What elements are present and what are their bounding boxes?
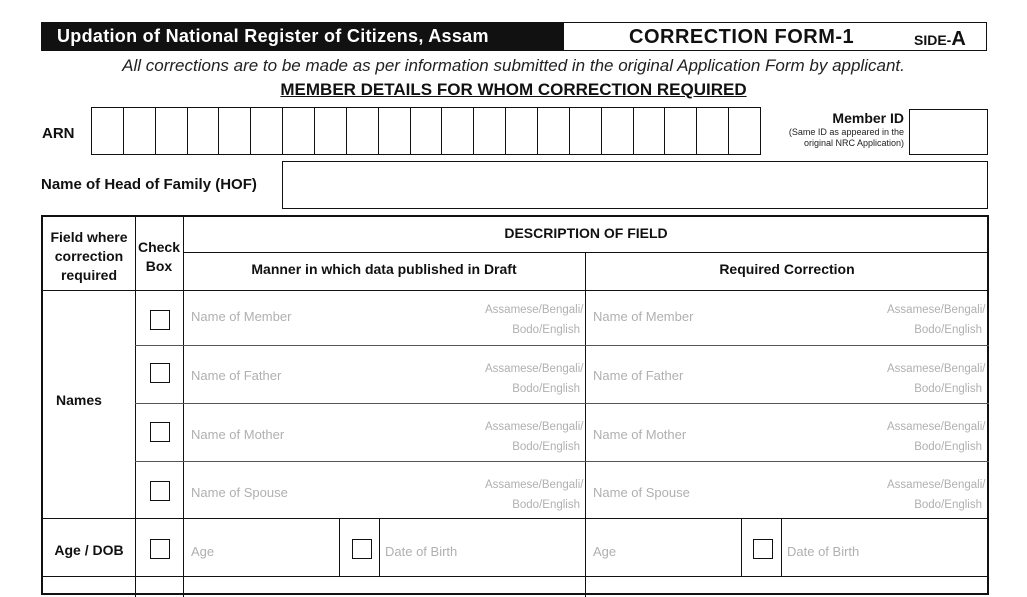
member-id-note-line1: (Same ID as appeared in the (788, 127, 904, 137)
correction-form-title: CORRECTION FORM-1 (629, 26, 855, 48)
corrected-father-name-field[interactable]: Name of Father (593, 368, 684, 383)
side-label (914, 24, 966, 55)
arn-digit-cell[interactable] (92, 108, 124, 154)
draft-header: Manner in which data published in Draft (251, 261, 517, 277)
arn-digit-cell[interactable] (251, 108, 283, 154)
hof-name-field[interactable] (282, 161, 988, 209)
arn-digit-cell[interactable] (474, 108, 506, 154)
corrected-mother-language-hint (887, 417, 986, 457)
field-column-header (43, 228, 135, 285)
lang-line1: Assamese/Bengali/ (887, 479, 986, 491)
lang-line1: Assamese/Bengali/ (887, 363, 986, 375)
mother-name-checkbox[interactable] (150, 422, 170, 442)
check-header-line2: Box (145, 258, 173, 274)
father-name-checkbox[interactable] (150, 363, 170, 383)
arn-digit-cell[interactable] (634, 108, 666, 154)
arn-digit-cell[interactable] (442, 108, 474, 154)
draft-dob-divider (379, 518, 380, 576)
member-id-field[interactable] (909, 109, 988, 155)
spouse-name-checkbox[interactable] (150, 481, 170, 501)
row-divider-3 (135, 461, 989, 462)
lang-line2: Bodo/English (512, 324, 580, 336)
arn-digit-cell[interactable] (283, 108, 315, 154)
row-divider-desc (183, 252, 989, 253)
field-header-line2: correction (54, 248, 124, 264)
row-divider-1 (135, 345, 989, 346)
member-id-note-line2: original NRC Application) (803, 138, 904, 148)
arn-digit-cell[interactable] (188, 108, 220, 154)
side-prefix: SIDE- (914, 32, 952, 48)
member-name-checkbox[interactable] (150, 310, 170, 330)
lang-line2: Bodo/English (512, 499, 580, 511)
check-column-header (135, 238, 183, 276)
row-divider-age-end (43, 576, 989, 577)
arn-digit-cell[interactable] (411, 108, 443, 154)
check-header-line1: Check (137, 239, 181, 255)
arn-digit-cell[interactable] (697, 108, 729, 154)
correction-table (41, 215, 989, 595)
draft-spouse-name-field[interactable]: Name of Spouse (191, 485, 288, 500)
instruction-notice: All corrections are to be made as per information submitted in the original Application Form by applicant. (122, 56, 905, 75)
field-header-line3: required (60, 267, 117, 283)
arn-digit-cell[interactable] (347, 108, 379, 154)
lang-line1: Assamese/Bengali/ (887, 421, 986, 433)
corrected-mother-name-field[interactable]: Name of Mother (593, 427, 687, 442)
hof-label: Name of Head of Family (HOF) (41, 176, 257, 193)
col-divider-middle (585, 252, 586, 597)
draft-age-field[interactable]: Age (191, 544, 215, 559)
corrected-age-divider (741, 518, 742, 576)
draft-spouse-language-hint (485, 475, 584, 515)
age-dob-label: Age / DOB (54, 542, 124, 558)
draft-dob-checkbox[interactable] (352, 539, 372, 559)
corrected-age-field[interactable]: Age (593, 544, 617, 559)
draft-mother-name-field[interactable]: Name of Mother (191, 427, 285, 442)
arn-digit-cell[interactable] (219, 108, 251, 154)
corrected-member-name-field[interactable]: Name of Member (593, 309, 694, 324)
form-header-title: Updation of National Register of Citizens, Assam (57, 26, 489, 46)
arn-digit-cell[interactable] (315, 108, 347, 154)
lang-line1: Assamese/Bengali/ (887, 304, 986, 316)
lang-line2: Bodo/English (914, 441, 982, 453)
arn-digit-cell[interactable] (379, 108, 411, 154)
arn-digit-cell[interactable] (665, 108, 697, 154)
lang-line2: Bodo/English (512, 383, 580, 395)
arn-digit-cell[interactable] (124, 108, 156, 154)
corrected-dob-checkbox[interactable] (753, 539, 773, 559)
lang-line2: Bodo/English (914, 324, 982, 336)
member-id-note (770, 127, 904, 149)
age-dob-checkbox[interactable] (150, 539, 170, 559)
lang-line1: Assamese/Bengali/ (485, 479, 584, 491)
row-divider-names-end (43, 518, 989, 519)
draft-dob-field[interactable]: Date of Birth (385, 544, 458, 559)
corrected-spouse-name-field[interactable]: Name of Spouse (593, 485, 690, 500)
draft-member-language-hint (485, 300, 584, 340)
correction-header: Required Correction (719, 261, 855, 277)
corrected-father-language-hint (887, 359, 986, 399)
draft-member-name-field[interactable]: Name of Member (191, 309, 292, 324)
arn-digit-cell[interactable] (570, 108, 602, 154)
arn-digit-cell[interactable] (602, 108, 634, 154)
corrected-spouse-language-hint (887, 475, 986, 515)
draft-age-divider (339, 518, 340, 576)
lang-line2: Bodo/English (512, 441, 580, 453)
arn-label: ARN (42, 125, 75, 142)
lang-line1: Assamese/Bengali/ (485, 363, 584, 375)
arn-digit-cell[interactable] (506, 108, 538, 154)
draft-father-language-hint (485, 359, 584, 399)
field-header-line1: Field where (50, 229, 128, 245)
row-divider-2 (135, 403, 989, 404)
corrected-member-language-hint (887, 300, 986, 340)
lang-line2: Bodo/English (914, 383, 982, 395)
lang-line1: Assamese/Bengali/ (485, 304, 584, 316)
side-letter: A (951, 28, 966, 50)
section-heading: MEMBER DETAILS FOR WHOM CORRECTION REQUIRED (280, 80, 747, 99)
arn-digit-cell[interactable] (729, 108, 760, 154)
draft-father-name-field[interactable]: Name of Father (191, 368, 282, 383)
arn-input-boxes[interactable] (91, 107, 761, 155)
lang-line2: Bodo/English (914, 499, 982, 511)
description-header: DESCRIPTION OF FIELD (504, 225, 668, 241)
form-title-bar (41, 22, 563, 51)
draft-mother-language-hint (485, 417, 584, 457)
lang-line1: Assamese/Bengali/ (485, 421, 584, 433)
row-divider-header (43, 290, 989, 291)
arn-digit-cell[interactable] (538, 108, 570, 154)
member-id-label: Member ID (832, 110, 904, 126)
corrected-dob-field[interactable]: Date of Birth (787, 544, 860, 559)
arn-digit-cell[interactable] (156, 108, 188, 154)
names-label: Names (56, 392, 102, 408)
corrected-dob-divider (781, 518, 782, 576)
